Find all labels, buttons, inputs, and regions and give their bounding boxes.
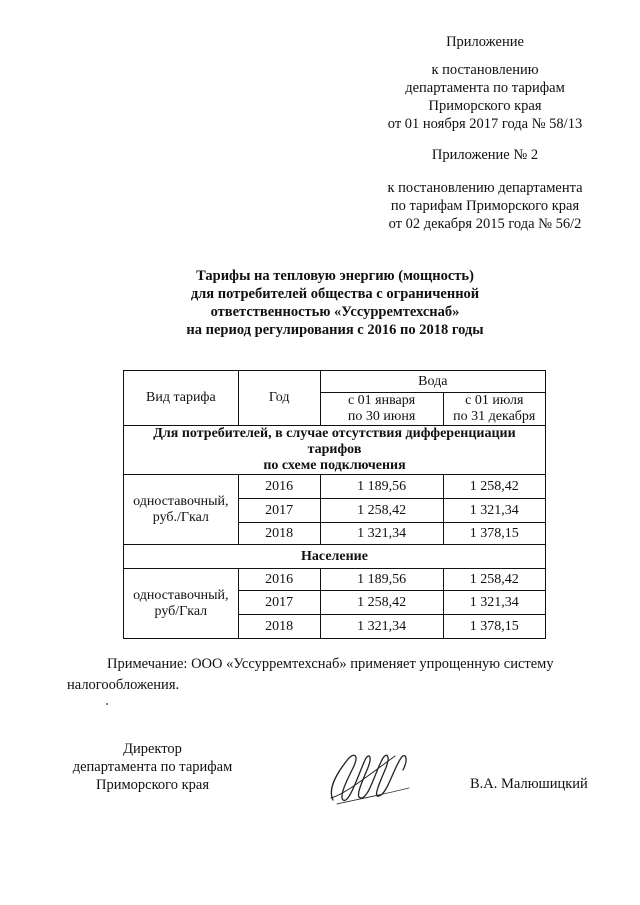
tariffs-table	[123, 370, 546, 639]
section-1-title	[124, 426, 546, 475]
director-block	[60, 740, 245, 794]
cell-year: 2017	[238, 499, 320, 523]
document-title-line: на период регулирования с 2016 по 2018 годы	[186, 322, 484, 338]
cell-first-half: 1 189,56	[320, 475, 443, 499]
cell-second-half: 1 378,15	[443, 615, 545, 639]
note-line: Примечание: ООО «Уссурремтехснаб» применяет упрощенную систему	[107, 656, 554, 672]
appendix-1-line: от 01 ноября 2017 года № 58/13	[387, 116, 583, 132]
table-row	[124, 475, 546, 499]
cell-second-half: 1 258,42	[443, 569, 545, 591]
cell-year: 2016	[238, 569, 320, 591]
note-line: налогообложения.	[67, 677, 180, 693]
note-paragraph	[67, 654, 597, 696]
document-title	[120, 267, 550, 339]
header-period-second-half-line: с 01 июля	[465, 393, 524, 408]
cell-second-half: 1 321,34	[443, 499, 545, 523]
cell-year: 2016	[238, 475, 320, 499]
document-title-line: Тарифы на тепловую энергию (мощность)	[196, 268, 474, 284]
appendix-2-line: по тарифам Приморского края	[390, 198, 580, 214]
section-2-title: Население	[124, 545, 546, 569]
cell-second-half: 1 321,34	[443, 591, 545, 615]
document-title-line: ответственностью «Уссурремтехснаб»	[210, 304, 460, 320]
cell-first-half: 1 321,34	[320, 523, 443, 545]
header-period-second-half-line: по 31 декабря	[453, 409, 536, 424]
header-water: Вода	[320, 371, 545, 393]
section-1-title-line: по схеме подключения	[263, 458, 406, 473]
header-period-first-half-line: по 30 июня	[347, 409, 416, 424]
appendix-1-line: департамента по тарифам	[405, 80, 565, 96]
stray-dot	[106, 703, 108, 705]
cell-second-half: 1 258,42	[443, 475, 545, 499]
header-period-first-half-line: с 01 января	[347, 393, 416, 408]
appendix-1-line: Приморского края	[428, 98, 542, 114]
cell-first-half: 1 189,56	[320, 569, 443, 591]
cell-year: 2018	[238, 523, 320, 545]
appendix-2-block	[370, 146, 600, 233]
director-line: Директор	[123, 741, 182, 757]
appendix-2-line: к постановлению департамента	[387, 180, 583, 196]
cell-year: 2017	[238, 591, 320, 615]
appendix-2-title: Приложение № 2	[431, 147, 539, 163]
section-2-tariff-type	[124, 569, 239, 639]
appendix-1-block	[370, 33, 600, 133]
document-title-line: для потребителей общества с ограниченной	[190, 286, 480, 302]
director-line: департамента по тарифам	[72, 759, 233, 775]
cell-year: 2018	[238, 615, 320, 639]
cell-first-half: 1 321,34	[320, 615, 443, 639]
tariff-type-line: одноставочный,	[133, 587, 229, 603]
cell-first-half: 1 258,42	[320, 591, 443, 615]
tariff-type-line: руб/Гкал	[154, 603, 208, 619]
table-row	[124, 569, 546, 591]
director-line: Приморского края	[95, 777, 209, 793]
appendix-1-line: к постановлению	[431, 62, 539, 78]
tariff-type-line: руб./Гкал	[152, 509, 209, 525]
handwritten-signature	[325, 748, 415, 808]
cell-first-half: 1 258,42	[320, 499, 443, 523]
section-1-tariff-type	[124, 475, 239, 545]
header-tariff-type: Вид тарифа	[124, 371, 239, 426]
header-year: Год	[238, 371, 320, 426]
cell-second-half: 1 378,15	[443, 523, 545, 545]
tariff-type-line: одноставочный,	[133, 493, 229, 509]
appendix-1-title: Приложение	[446, 34, 524, 50]
appendix-2-line: от 02 декабря 2015 года № 56/2	[388, 216, 582, 232]
section-1-title-line: Для потребителей, в случае отсутствия дифференциации	[153, 426, 516, 441]
section-1-title-line: тарифов	[307, 442, 362, 457]
signer-name: В.А. Малюшицкий	[470, 776, 588, 792]
header-period-second-half	[443, 393, 545, 426]
header-period-first-half	[320, 393, 443, 426]
